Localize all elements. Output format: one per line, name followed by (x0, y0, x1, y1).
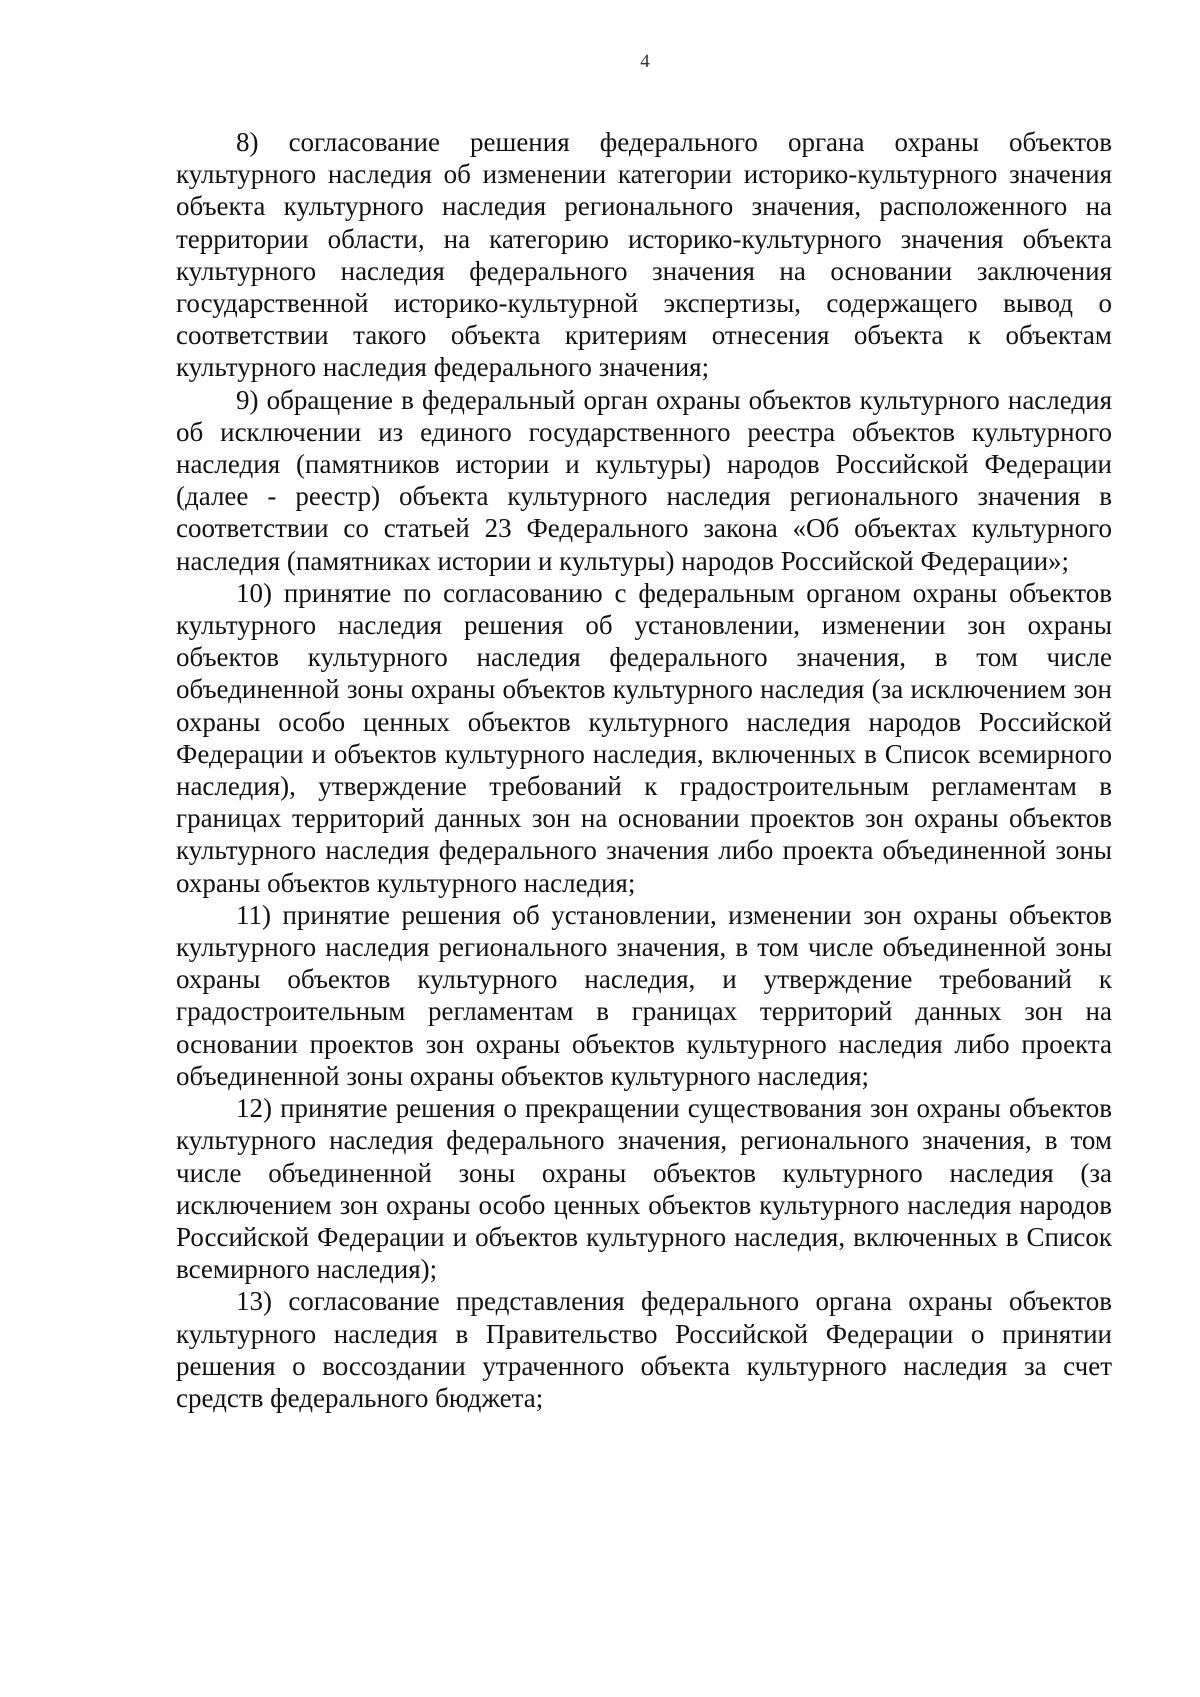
paragraph-item-11: 11) принятие решения об установлении, изменении зон охраны объектов культурного наследия регионального значения, в том числе объединенной зоны охраны объектов культурного наследия, и утверждение требований к градостроительным регламентам в границах территорий данных зон на основании проектов зон охраны объектов культурного наследия либо проекта объединенной зоны охраны объектов культурного наследия; (176, 899, 1112, 1091)
document-body (176, 126, 1112, 1414)
paragraph-item-9: 9) обращение в федеральный орган охраны объектов культурного наследия об исключении из единого государственного реестра объектов культурного наследия (памятников истории и культуры) народов Российской Федерации (далее - реестр) объекта культурного наследия регионального значения в соответствии со статьей 23 Федерального закона «Об объектах культурного наследия (памятниках истории и культуры) народов Российской Федерации»; (176, 384, 1112, 576)
paragraph-item-13: 13) согласование представления федерального органа охраны объектов культурного наследия в Правительство Российской Федерации о принятии решения о воссоздании утраченного объекта культурного наследия за счет средств федерального бюджета; (176, 1286, 1112, 1413)
paragraph-item-12: 12) принятие решения о прекращении существования зон охраны объектов культурного наследия федерального значения, регионального значения, в том числе объединенной зоны охраны объектов культурного наследия (за исключением зон охраны особо ценных объектов культурного наследия народов Российской Федерации и объектов культурного наследия, включенных в Список всемирного наследия); (176, 1093, 1112, 1285)
paragraph-item-8: 8) согласование решения федерального органа охраны объектов культурного наследия об изменении категории историко-культурного значения объекта культурного наследия регионального значения, расположенного на территории области, на категорию историко-культурного значения объекта культурного наследия федерального значения на основании заключения государственной историко-культурной экспертизы, содержащего вывод о соответствии такого объекта критериям отнесения объекта к объектам культурного наследия федерального значения; (176, 127, 1112, 383)
page-number: 4 (640, 51, 650, 72)
paragraph-item-10: 10) принятие по согласованию с федеральным органом охраны объектов культурного наследия решения об установлении, изменении зон охраны объектов культурного наследия федерального значения, в том числе объединенной зоны охраны объектов культурного наследия (за исключением зон охраны особо ценных объектов культурного наследия народов Российской Федерации и объектов культурного наследия, включенных в Список всемирного наследия), утверждение требований к градостроительным регламентам в границах территорий данных зон на основании проектов зон охраны объектов культурного наследия федерального значения либо проекта объединенной зоны охраны объектов культурного наследия; (176, 577, 1112, 898)
